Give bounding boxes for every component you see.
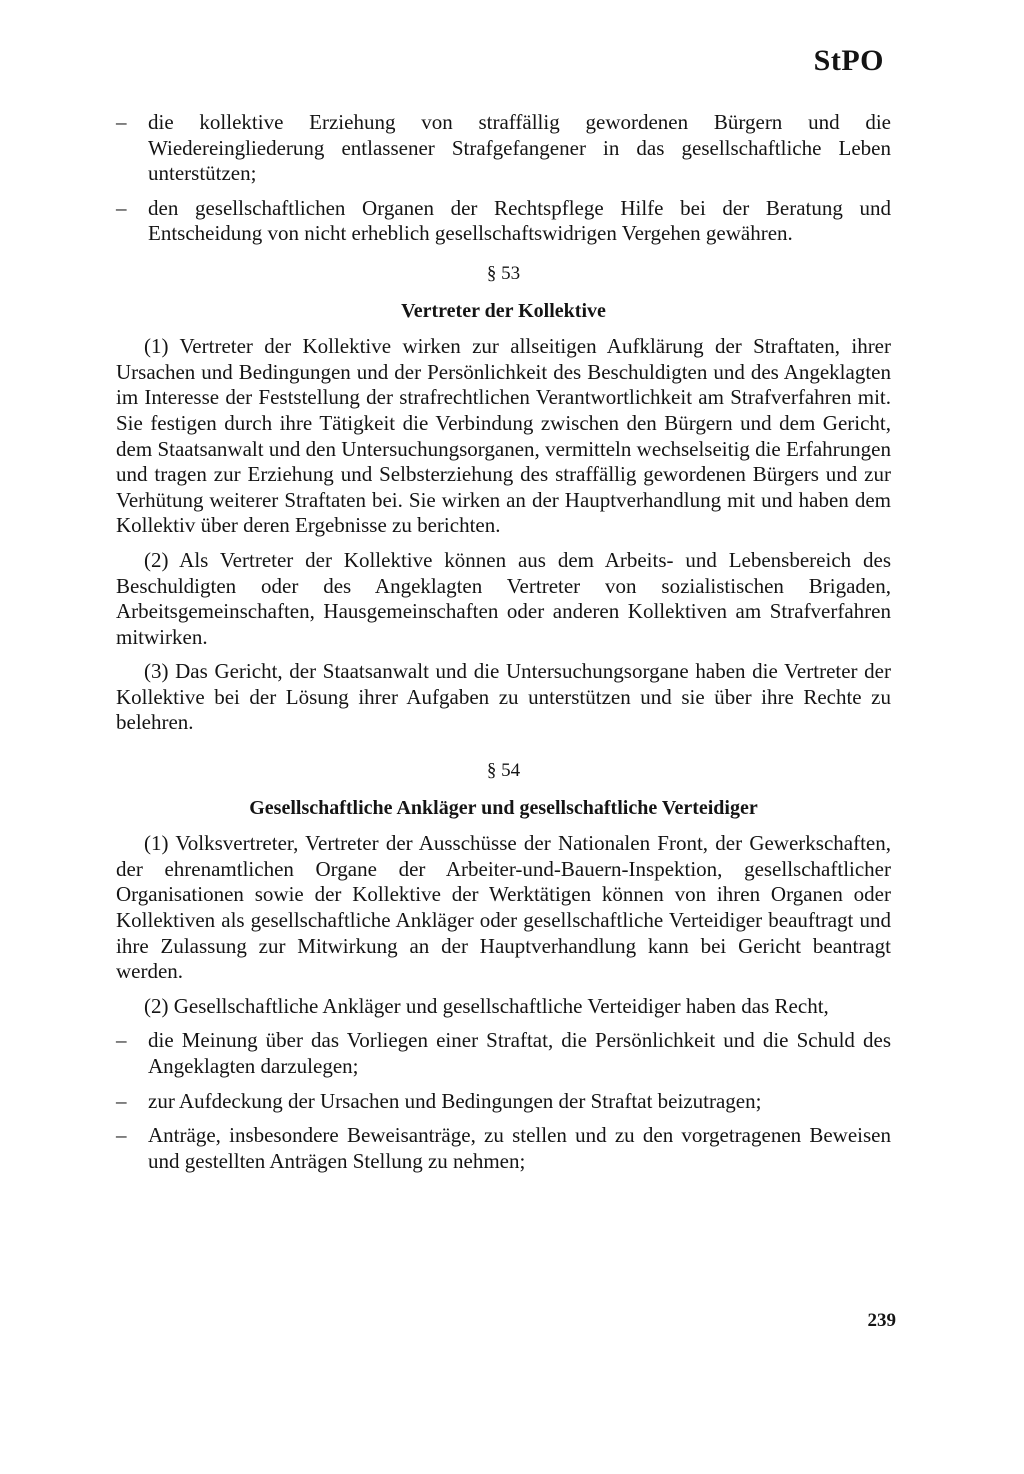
section-title: Vertreter der Kollektive [401,299,606,322]
paragraph: (2) Als Vertreter der Kollektive können aus dem Arbeits- und Lebensbereich des Beschuldigten oder des Angeklagten Vertreter von sozialistischen Brigaden, Arbeitsgemeinschaften, Hausgemeinschaften oder anderen Kollektiven am Strafverfahren mitwirken. [116,547,891,649]
paragraph: (1) Vertreter der Kollektive wirken zur allseitigen Aufklärung der Straftaten, ihrer Ursachen und Bedingungen und der Persönlichkeit des Beschuldigten und des Angeklagten im Interesse der Feststellung der strafrechtlichen Verantwortlichkeit am Strafverfahren mit. Sie festigen durch ihre Tätigkeit die Verbindung zwischen den Bürgern und dem Gericht, dem Staatsanwalt und den Untersuchungsorganen, vermitteln wechselseitig die Erfahrungen und tragen zur Erziehung und Selbsterziehung des straffällig gewordenen Bürgers und zur Verhütung weiterer Straftaten bei. Sie wirken an der Hauptverhandlung mit und haben dem Kollektiv über deren Ergebnisse zu berichten. [116,334,891,538]
list-item-text: zur Aufdeckung der Ursachen und Bedingungen der Straftat beizutragen; [148,1088,762,1113]
paragraph: (1) Volksvertreter, Vertreter der Ausschüsse der Nationalen Front, der Gewerkschaften, der ehrenamtlichen Organe der Arbeiter-und-Bauern-Inspektion, gesellschaftlicher Organisationen sowie der Kollektive der Werktätigen können von ihren Organen oder Kollektiven als gesellschaftliche Ankläger oder gesellschaftliche Verteidiger beauftragt und ihre Zulassung zur Mitwirkung an der Hauptverhandlung kann bei Gericht beantragt werden. [116,831,891,984]
dash-bullet: – [116,110,127,134]
list-item [116,110,891,187]
body-text [116,110,891,1183]
list-item-text: die kollektive Erziehung von straffällig gewordenen Bürgern und die Wiedereingliederung entlassener Strafgefangener in das gesellschaftliche Leben unterstützen; [148,110,891,186]
paragraph: (2) Gesellschaftliche Ankläger und gesellschaftliche Verteidiger haben das Recht, [144,993,829,1018]
section-title: Gesellschaftliche Ankläger und gesellschaftliche Verteidiger [249,796,758,819]
list-item-text: die Meinung über das Vorliegen einer Straftat, die Persönlichkeit und die Schuld des Angeklagten darzulegen; [148,1028,891,1078]
section-number: § 54 [486,760,521,782]
list-item [116,1123,891,1174]
list-item-text: Anträge, insbesondere Beweisanträge, zu stellen und zu den vorgetragenen Beweisen und gestellten Anträgen Stellung zu nehmen; [148,1123,891,1173]
list-item [116,1089,891,1115]
list-item [116,196,891,247]
running-head: StPO [813,44,884,77]
dash-bullet: – [116,195,127,220]
dash-bullet: – [116,1028,127,1053]
section-number: § 53 [486,262,521,284]
list-item [116,1028,891,1079]
dash-bullet: – [116,1123,127,1148]
paragraph: (3) Das Gericht, der Staatsanwalt und die Untersuchungsorgane haben die Vertreter der Kollektive bei der Lösung ihrer Aufgaben zu unterstützen und sie über ihre Rechte zu belehren. [116,659,891,735]
list-item-text: den gesellschaftlichen Organen der Rechtspflege Hilfe bei der Beratung und Entscheidung von nicht erheblich gesellschaftswidrigen Vergehen gewähren. [148,195,891,246]
page-number: 239 [867,1310,896,1331]
dash-bullet: – [116,1088,127,1113]
